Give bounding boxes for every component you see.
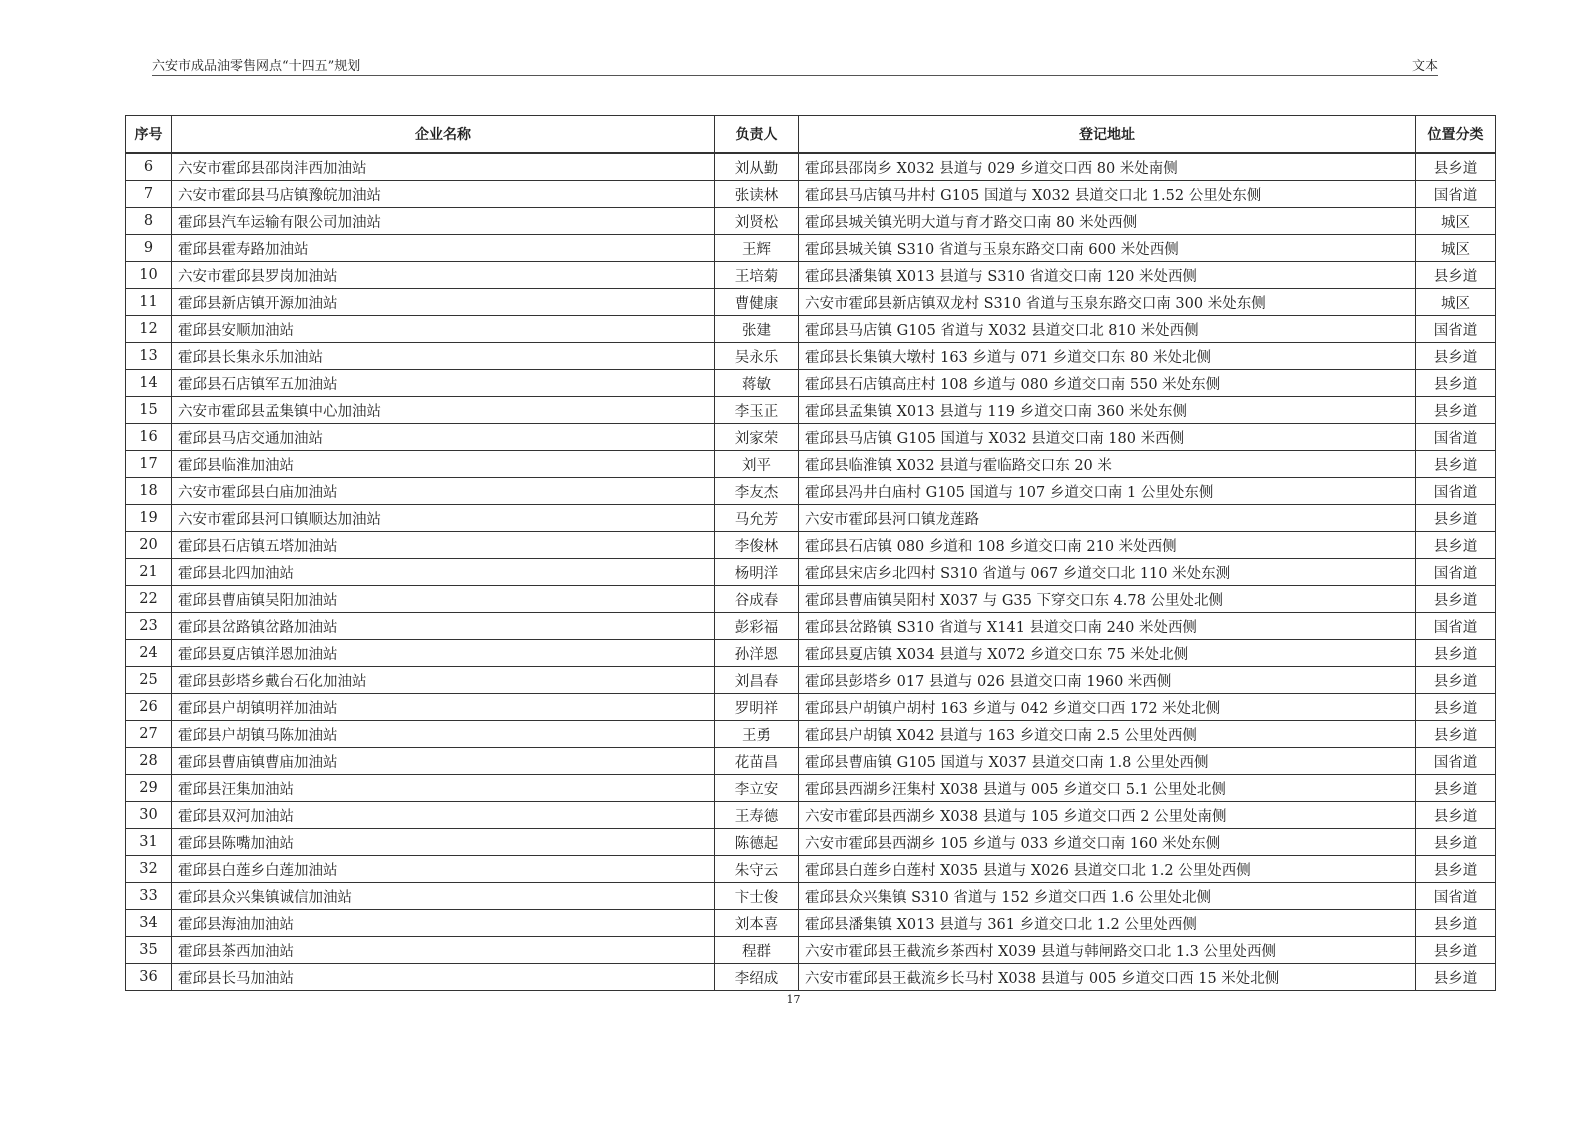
cell-company-name: 霍邱县茶西加油站 <box>172 937 715 964</box>
cell-no: 31 <box>126 829 172 856</box>
table-row <box>126 829 1496 856</box>
table-row <box>126 316 1496 343</box>
cell-company-name: 霍邱县夏店镇洋恩加油站 <box>172 640 715 667</box>
cell-person: 卞士俊 <box>715 883 799 910</box>
cell-company-name: 霍邱县石店镇军五加油站 <box>172 370 715 397</box>
cell-address: 六安市霍邱县西湖乡 105 乡道与 033 乡道交口南 160 米处东侧 <box>799 829 1416 856</box>
cell-category: 国省道 <box>1416 559 1496 586</box>
table-row <box>126 208 1496 235</box>
cell-address: 六安市霍邱县王截流乡茶西村 X039 县道与韩闸路交口北 1.3 公里处西侧 <box>799 937 1416 964</box>
cell-company-name: 霍邱县曹庙镇吴阳加油站 <box>172 586 715 613</box>
cell-category: 县乡道 <box>1416 910 1496 937</box>
cell-person: 李友杰 <box>715 478 799 505</box>
cell-no: 6 <box>126 153 172 181</box>
table-row <box>126 586 1496 613</box>
cell-address: 霍邱县城关镇光明大道与育才路交口南 80 米处西侧 <box>799 208 1416 235</box>
column-header-no: 序号 <box>126 116 172 154</box>
cell-company-name: 霍邱县曹庙镇曹庙加油站 <box>172 748 715 775</box>
cell-address: 六安市霍邱县新店镇双龙村 S310 省道与玉泉东路交口南 300 米处东侧 <box>799 289 1416 316</box>
cell-category: 国省道 <box>1416 748 1496 775</box>
cell-company-name: 霍邱县北四加油站 <box>172 559 715 586</box>
table-row <box>126 640 1496 667</box>
column-header-person: 负责人 <box>715 116 799 154</box>
cell-person: 王勇 <box>715 721 799 748</box>
cell-category: 县乡道 <box>1416 505 1496 532</box>
cell-company-name: 霍邱县彭塔乡戴台石化加油站 <box>172 667 715 694</box>
page-number: 17 <box>786 993 801 1006</box>
cell-person: 罗明祥 <box>715 694 799 721</box>
cell-no: 28 <box>126 748 172 775</box>
cell-no: 12 <box>126 316 172 343</box>
cell-address: 霍邱县曹庙镇 G105 国道与 X037 县道交口南 1.8 公里处西侧 <box>799 748 1416 775</box>
cell-category: 县乡道 <box>1416 694 1496 721</box>
table-row <box>126 343 1496 370</box>
cell-category: 城区 <box>1416 235 1496 262</box>
cell-person: 朱守云 <box>715 856 799 883</box>
cell-address: 霍邱县城关镇 S310 省道与玉泉东路交口南 600 米处西侧 <box>799 235 1416 262</box>
cell-category: 国省道 <box>1416 316 1496 343</box>
cell-no: 33 <box>126 883 172 910</box>
table-row <box>126 505 1496 532</box>
cell-no: 24 <box>126 640 172 667</box>
cell-person: 谷成春 <box>715 586 799 613</box>
cell-no: 7 <box>126 181 172 208</box>
header-row <box>126 116 1496 154</box>
cell-address: 霍邱县马店镇 G105 省道与 X032 县道交口北 810 米处西侧 <box>799 316 1416 343</box>
cell-category: 城区 <box>1416 289 1496 316</box>
table-row <box>126 802 1496 829</box>
cell-address: 霍邱县马店镇 G105 国道与 X032 县道交口南 180 米西侧 <box>799 424 1416 451</box>
cell-category: 县乡道 <box>1416 937 1496 964</box>
cell-company-name: 六安市霍邱县河口镇顺达加油站 <box>172 505 715 532</box>
cell-category: 国省道 <box>1416 883 1496 910</box>
cell-company-name: 霍邱县岔路镇岔路加油站 <box>172 613 715 640</box>
cell-no: 32 <box>126 856 172 883</box>
cell-category: 县乡道 <box>1416 802 1496 829</box>
cell-company-name: 霍邱县汽车运输有限公司加油站 <box>172 208 715 235</box>
cell-address: 霍邱县西湖乡汪集村 X038 县道与 005 乡道交口 5.1 公里处北侧 <box>799 775 1416 802</box>
cell-address: 霍邱县石店镇高庄村 108 乡道与 080 乡道交口南 550 米处东侧 <box>799 370 1416 397</box>
cell-no: 20 <box>126 532 172 559</box>
cell-category: 县乡道 <box>1416 532 1496 559</box>
cell-company-name: 六安市霍邱县白庙加油站 <box>172 478 715 505</box>
cell-company-name: 霍邱县汪集加油站 <box>172 775 715 802</box>
table-row <box>126 153 1496 181</box>
cell-person: 李玉正 <box>715 397 799 424</box>
table-row <box>126 235 1496 262</box>
cell-company-name: 霍邱县安顺加油站 <box>172 316 715 343</box>
cell-person: 花苗昌 <box>715 748 799 775</box>
cell-address: 六安市霍邱县王截流乡长马村 X038 县道与 005 乡道交口西 15 米处北侧 <box>799 964 1416 991</box>
cell-person: 王寿德 <box>715 802 799 829</box>
table-row <box>126 775 1496 802</box>
cell-category: 县乡道 <box>1416 667 1496 694</box>
cell-category: 国省道 <box>1416 424 1496 451</box>
cell-address: 霍邱县户胡镇户胡村 163 乡道与 042 乡道交口西 172 米处北侧 <box>799 694 1416 721</box>
cell-person: 李立安 <box>715 775 799 802</box>
cell-category: 国省道 <box>1416 613 1496 640</box>
cell-no: 36 <box>126 964 172 991</box>
section-label: 文本 <box>1411 59 1438 74</box>
cell-no: 15 <box>126 397 172 424</box>
cell-person: 刘本喜 <box>715 910 799 937</box>
cell-category: 县乡道 <box>1416 451 1496 478</box>
cell-company-name: 霍邱县户胡镇明祥加油站 <box>172 694 715 721</box>
cell-category: 县乡道 <box>1416 370 1496 397</box>
cell-company-name: 六安市霍邱县马店镇豫皖加油站 <box>172 181 715 208</box>
cell-person: 孙洋恩 <box>715 640 799 667</box>
table-row <box>126 559 1496 586</box>
table-row <box>126 910 1496 937</box>
cell-company-name: 霍邱县石店镇五塔加油站 <box>172 532 715 559</box>
cell-category: 县乡道 <box>1416 262 1496 289</box>
cell-person: 程群 <box>715 937 799 964</box>
cell-category: 县乡道 <box>1416 343 1496 370</box>
cell-company-name: 霍邱县长马加油站 <box>172 964 715 991</box>
cell-person: 刘平 <box>715 451 799 478</box>
table-row <box>126 451 1496 478</box>
cell-category: 县乡道 <box>1416 721 1496 748</box>
cell-no: 35 <box>126 937 172 964</box>
cell-address: 六安市霍邱县西湖乡 X038 县道与 105 乡道交口西 2 公里处南侧 <box>799 802 1416 829</box>
cell-address: 霍邱县孟集镇 X013 县道与 119 乡道交口南 360 米处东侧 <box>799 397 1416 424</box>
cell-address: 霍邱县曹庙镇吴阳村 X037 与 G35 下穿交口东 4.78 公里处北侧 <box>799 586 1416 613</box>
cell-no: 23 <box>126 613 172 640</box>
cell-person: 杨明洋 <box>715 559 799 586</box>
cell-company-name: 六安市霍邱县邵岗沣西加油站 <box>172 153 715 181</box>
cell-no: 19 <box>126 505 172 532</box>
cell-company-name: 霍邱县双河加油站 <box>172 802 715 829</box>
cell-company-name: 霍邱县众兴集镇诚信加油站 <box>172 883 715 910</box>
cell-person: 张建 <box>715 316 799 343</box>
cell-no: 26 <box>126 694 172 721</box>
cell-no: 8 <box>126 208 172 235</box>
page-header <box>152 55 1438 76</box>
cell-person: 刘贤松 <box>715 208 799 235</box>
cell-company-name: 霍邱县海油加油站 <box>172 910 715 937</box>
cell-no: 16 <box>126 424 172 451</box>
cell-category: 国省道 <box>1416 181 1496 208</box>
cell-person: 张读林 <box>715 181 799 208</box>
table-row <box>126 856 1496 883</box>
cell-no: 25 <box>126 667 172 694</box>
cell-address: 霍邱县长集镇大墩村 163 乡道与 071 乡道交口东 80 米处北侧 <box>799 343 1416 370</box>
table-header <box>126 116 1496 154</box>
cell-person: 李俊林 <box>715 532 799 559</box>
table-row <box>126 667 1496 694</box>
cell-person: 吴永乐 <box>715 343 799 370</box>
cell-no: 30 <box>126 802 172 829</box>
cell-category: 县乡道 <box>1416 856 1496 883</box>
cell-person: 马允芳 <box>715 505 799 532</box>
cell-company-name: 霍邱县新店镇开源加油站 <box>172 289 715 316</box>
cell-address: 六安市霍邱县河口镇龙莲路 <box>799 505 1416 532</box>
cell-company-name: 霍邱县户胡镇马陈加油站 <box>172 721 715 748</box>
cell-no: 22 <box>126 586 172 613</box>
cell-category: 县乡道 <box>1416 640 1496 667</box>
cell-company-name: 霍邱县白莲乡白莲加油站 <box>172 856 715 883</box>
cell-person: 刘从勤 <box>715 153 799 181</box>
cell-category: 国省道 <box>1416 478 1496 505</box>
cell-address: 霍邱县宋店乡北四村 S310 省道与 067 乡道交口北 110 米处东测 <box>799 559 1416 586</box>
cell-category: 县乡道 <box>1416 775 1496 802</box>
cell-company-name: 六安市霍邱县孟集镇中心加油站 <box>172 397 715 424</box>
cell-company-name: 霍邱县马店交通加油站 <box>172 424 715 451</box>
cell-company-name: 霍邱县临淮加油站 <box>172 451 715 478</box>
cell-no: 21 <box>126 559 172 586</box>
cell-category: 县乡道 <box>1416 964 1496 991</box>
cell-no: 17 <box>126 451 172 478</box>
cell-no: 11 <box>126 289 172 316</box>
table-row <box>126 613 1496 640</box>
table-row <box>126 883 1496 910</box>
cell-address: 霍邱县潘集镇 X013 县道与 S310 省道交口南 120 米处西侧 <box>799 262 1416 289</box>
table-row <box>126 181 1496 208</box>
cell-address: 霍邱县石店镇 080 乡道和 108 乡道交口南 210 米处西侧 <box>799 532 1416 559</box>
cell-category: 城区 <box>1416 208 1496 235</box>
cell-company-name: 霍邱县陈嘴加油站 <box>172 829 715 856</box>
cell-person: 陈德起 <box>715 829 799 856</box>
cell-address: 霍邱县邵岗乡 X032 县道与 029 乡道交口西 80 米处南侧 <box>799 153 1416 181</box>
cell-company-name: 六安市霍邱县罗岗加油站 <box>172 262 715 289</box>
cell-no: 10 <box>126 262 172 289</box>
table-row <box>126 937 1496 964</box>
cell-no: 27 <box>126 721 172 748</box>
column-header-category: 位置分类 <box>1416 116 1496 154</box>
cell-address: 霍邱县马店镇马井村 G105 国道与 X032 县道交口北 1.52 公里处东侧 <box>799 181 1416 208</box>
table-row <box>126 397 1496 424</box>
cell-address: 霍邱县冯井白庙村 G105 国道与 107 乡道交口南 1 公里处东侧 <box>799 478 1416 505</box>
table-row <box>126 289 1496 316</box>
cell-address: 霍邱县彭塔乡 017 县道与 026 县道交口南 1960 米西侧 <box>799 667 1416 694</box>
cell-address: 霍邱县临淮镇 X032 县道与霍临路交口东 20 米 <box>799 451 1416 478</box>
cell-address: 霍邱县白莲乡白莲村 X035 县道与 X026 县道交口北 1.2 公里处西侧 <box>799 856 1416 883</box>
cell-address: 霍邱县户胡镇 X042 县道与 163 乡道交口南 2.5 公里处西侧 <box>799 721 1416 748</box>
table-row <box>126 424 1496 451</box>
table-row <box>126 262 1496 289</box>
cell-person: 曹健康 <box>715 289 799 316</box>
table-row <box>126 721 1496 748</box>
column-header-company: 企业名称 <box>172 116 715 154</box>
cell-person: 刘家荣 <box>715 424 799 451</box>
table-row <box>126 478 1496 505</box>
cell-company-name: 霍邱县霍寿路加油站 <box>172 235 715 262</box>
cell-person: 王辉 <box>715 235 799 262</box>
cell-no: 29 <box>126 775 172 802</box>
document-title: 六安市成品油零售网点“十四五”规划 <box>152 59 361 74</box>
cell-address: 霍邱县众兴集镇 S310 省道与 152 乡道交口西 1.6 公里处北侧 <box>799 883 1416 910</box>
cell-no: 13 <box>126 343 172 370</box>
table-body <box>126 153 1496 991</box>
table-row <box>126 964 1496 991</box>
cell-company-name: 霍邱县长集永乐加油站 <box>172 343 715 370</box>
cell-person: 王培菊 <box>715 262 799 289</box>
cell-no: 34 <box>126 910 172 937</box>
cell-person: 李绍成 <box>715 964 799 991</box>
table-row <box>126 694 1496 721</box>
cell-category: 县乡道 <box>1416 153 1496 181</box>
cell-no: 9 <box>126 235 172 262</box>
gas-station-table <box>125 115 1496 991</box>
cell-address: 霍邱县岔路镇 S310 省道与 X141 县道交口南 240 米处西侧 <box>799 613 1416 640</box>
cell-no: 18 <box>126 478 172 505</box>
table-row <box>126 532 1496 559</box>
cell-address: 霍邱县夏店镇 X034 县道与 X072 乡道交口东 75 米处北侧 <box>799 640 1416 667</box>
cell-person: 刘昌春 <box>715 667 799 694</box>
cell-person: 蒋敏 <box>715 370 799 397</box>
cell-person: 彭彩福 <box>715 613 799 640</box>
column-header-address: 登记地址 <box>799 116 1416 154</box>
cell-category: 县乡道 <box>1416 829 1496 856</box>
cell-no: 14 <box>126 370 172 397</box>
cell-category: 县乡道 <box>1416 586 1496 613</box>
cell-address: 霍邱县潘集镇 X013 县道与 361 乡道交口北 1.2 公里处西侧 <box>799 910 1416 937</box>
table-row <box>126 370 1496 397</box>
table-row <box>126 748 1496 775</box>
cell-category: 县乡道 <box>1416 397 1496 424</box>
